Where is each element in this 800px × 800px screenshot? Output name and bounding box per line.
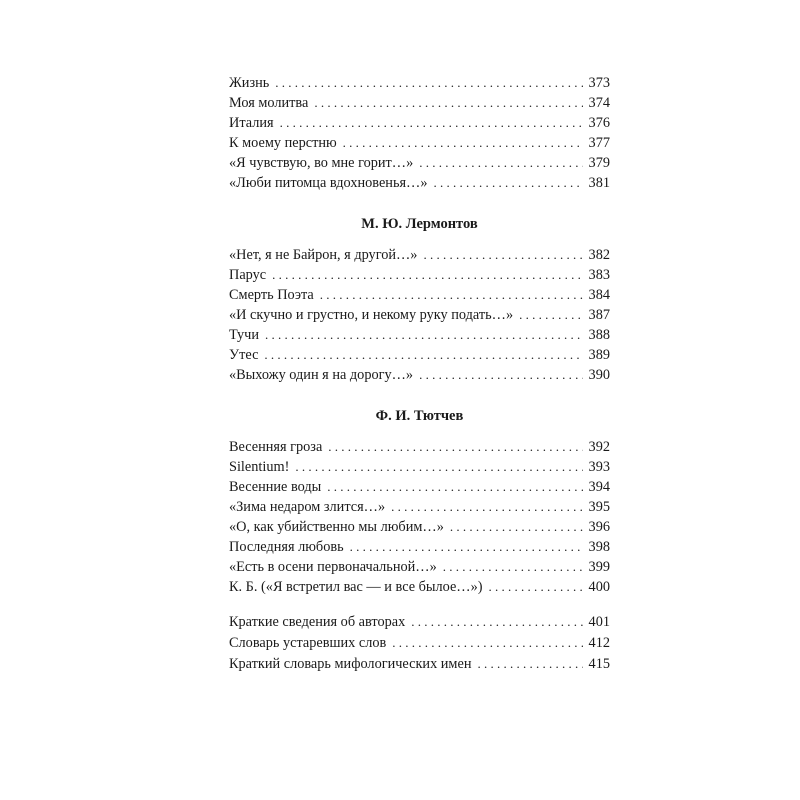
dot-leader [391, 497, 582, 517]
toc-entry [229, 537, 610, 557]
entry-page-number: 384 [588, 287, 610, 303]
toc-group-tyutchev [229, 437, 610, 597]
entry-title: Смерть Поэта [229, 287, 314, 303]
dot-leader [519, 305, 582, 325]
entry-page-number: 401 [588, 614, 610, 630]
entry-page-number: 393 [588, 459, 610, 475]
dot-leader [419, 153, 582, 173]
toc-entry [229, 325, 610, 345]
entry-title: «Есть в осени первоначальной…» [229, 559, 437, 575]
dot-leader [477, 653, 582, 674]
entry-page-number: 376 [588, 115, 610, 131]
entry-title: «О, как убийственно мы любим…» [229, 519, 444, 535]
dot-leader [265, 325, 583, 345]
entry-page-number: 387 [588, 307, 610, 323]
toc-entry [229, 73, 610, 93]
entry-title: Весенние воды [229, 479, 322, 495]
toc-entry [229, 497, 610, 517]
toc-entry [229, 265, 610, 285]
toc-entry [229, 365, 610, 385]
toc-entry [229, 632, 610, 653]
toc-entry [229, 133, 610, 153]
entry-page-number: 400 [588, 579, 610, 595]
toc-entry [229, 457, 610, 477]
entry-title: Весенняя гроза [229, 439, 323, 455]
dot-leader [328, 437, 582, 457]
entry-title: «Зима недаром злится…» [229, 499, 386, 515]
entry-title: «Нет, я не Байрон, я другой…» [229, 247, 418, 263]
toc-entry [229, 477, 610, 497]
entry-page-number: 394 [588, 479, 610, 495]
entry-page-number: 412 [588, 635, 610, 651]
entry-page-number: 382 [588, 247, 610, 263]
dot-leader [314, 93, 582, 113]
entry-title: Словарь устаревших слов [229, 635, 387, 651]
toc-group-back-matter [229, 611, 610, 674]
entry-page-number: 415 [588, 656, 610, 672]
entry-page-number: 373 [588, 75, 610, 91]
dot-leader [320, 285, 583, 305]
entry-title: Жизнь [229, 75, 270, 91]
dot-leader [327, 477, 582, 497]
entry-title: «И скучно и грустно, и некому руку подать…» [229, 307, 514, 323]
toc-entry [229, 113, 610, 133]
section-spacer [229, 597, 610, 611]
entry-title: «Люби питомца вдохновенья…» [229, 175, 428, 191]
toc-group-pushkin [229, 73, 610, 193]
toc-entry [229, 653, 610, 674]
dot-leader [280, 113, 583, 133]
entry-title: Silentium! [229, 459, 290, 475]
entry-page-number: 396 [588, 519, 610, 535]
entry-title: Краткие сведения об авторах [229, 614, 406, 630]
entry-page-number: 395 [588, 499, 610, 515]
toc-group-lermontov [229, 245, 610, 385]
table-of-contents [229, 73, 610, 674]
toc-entry [229, 345, 610, 365]
toc-entry [229, 285, 610, 305]
entry-page-number: 389 [588, 347, 610, 363]
entry-page-number: 381 [588, 175, 610, 191]
entry-title: Тучи [229, 327, 260, 343]
dot-leader [411, 611, 582, 632]
entry-title: Италия [229, 115, 274, 131]
entry-page-number: 374 [588, 95, 610, 111]
toc-entry [229, 305, 610, 325]
dot-leader [264, 345, 582, 365]
toc-entry [229, 611, 610, 632]
entry-page-number: 379 [588, 155, 610, 171]
dot-leader [434, 173, 583, 193]
entry-page-number: 377 [588, 135, 610, 151]
section-heading-lermontov: М. Ю. Лермонтов [361, 216, 478, 232]
entry-title: «Я чувствую, во мне горит…» [229, 155, 414, 171]
entry-title: Моя молитва [229, 95, 309, 111]
toc-entry [229, 517, 610, 537]
entry-title: К моему перстню [229, 135, 337, 151]
entry-title: К. Б. («Я встретил вас — и все былое…») [229, 579, 483, 595]
dot-leader [392, 632, 582, 653]
entry-page-number: 383 [588, 267, 610, 283]
dot-leader [419, 365, 582, 385]
section-heading-tyutchev: Ф. И. Тютчев [375, 408, 464, 424]
entry-page-number: 392 [588, 439, 610, 455]
toc-entry [229, 437, 610, 457]
toc-entry [229, 153, 610, 173]
dot-leader [489, 577, 583, 597]
toc-entry [229, 93, 610, 113]
toc-entry [229, 173, 610, 193]
entry-title: «Выхожу один я на дорогу…» [229, 367, 414, 383]
dot-leader [450, 517, 583, 537]
toc-entry [229, 577, 610, 597]
dot-leader [272, 265, 582, 285]
dot-leader [350, 537, 583, 557]
dot-leader [423, 245, 582, 265]
entry-page-number: 398 [588, 539, 610, 555]
dot-leader [343, 133, 583, 153]
dot-leader [443, 557, 583, 577]
toc-entry [229, 245, 610, 265]
dot-leader [275, 73, 582, 93]
entry-title: Парус [229, 267, 267, 283]
toc-entry [229, 557, 610, 577]
entry-title: Утес [229, 347, 259, 363]
dot-leader [295, 457, 582, 477]
entry-page-number: 388 [588, 327, 610, 343]
entry-page-number: 390 [588, 367, 610, 383]
entry-title: Последняя любовь [229, 539, 344, 555]
entry-title: Краткий словарь мифологических имен [229, 656, 472, 672]
entry-page-number: 399 [588, 559, 610, 575]
